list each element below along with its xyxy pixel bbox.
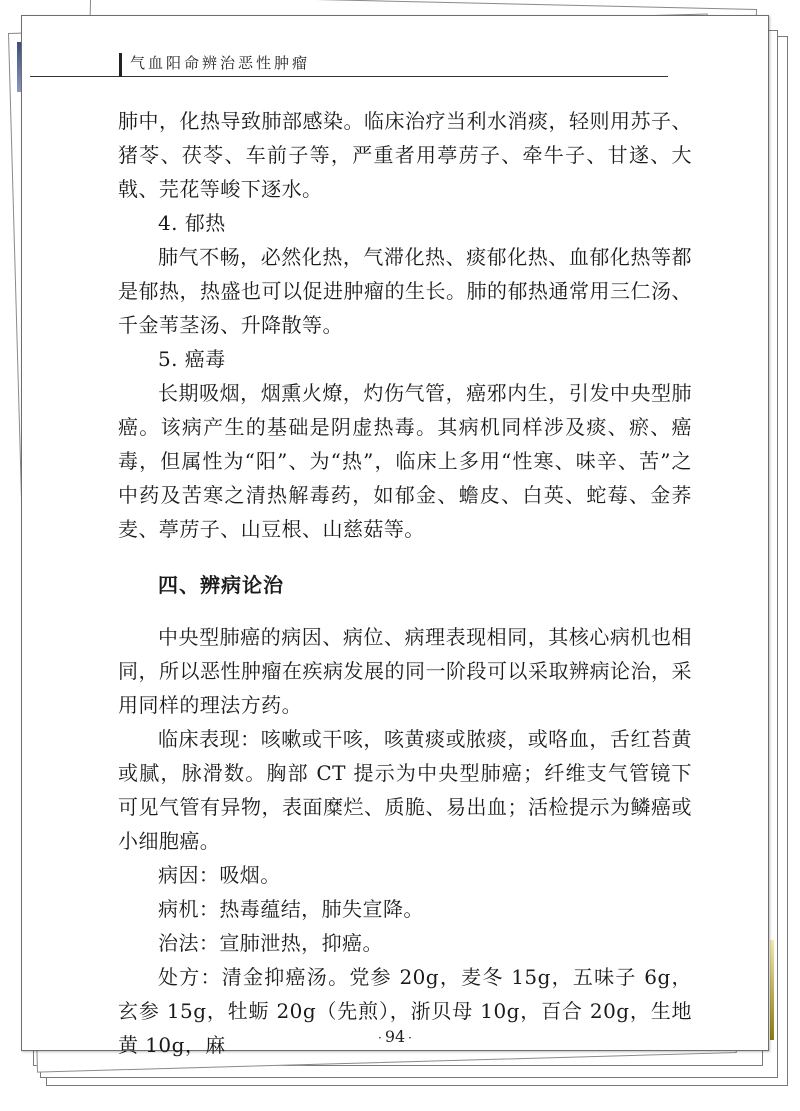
running-head-title: 气血阳命辨治恶性肿瘤 — [130, 54, 311, 72]
running-head-bar — [119, 53, 122, 77]
page-number — [22, 1027, 768, 1046]
body-text — [118, 104, 692, 1062]
paragraph: 长期吸烟，烟熏火燎，灼伤气管，癌邪内生，引发中央型肺癌。该病产生的基础是阴虚热毒。其病机同样涉及痰、瘀、癌毒，但属性为“阳”、为“热”，临床上多用“性寒、味辛、苦”之中药及苦寒之清热解毒药，如郁金、蟾皮、白英、蛇莓、金荞麦、葶苈子、山豆根、山慈菇等。 — [118, 381, 692, 541]
section-heading: 四、辨病论治 — [158, 573, 284, 597]
paragraph-pathogenesis: 病机：热毒蕴结，肺失宣降。 — [158, 897, 424, 921]
paragraph-prescription: 处方：清金抑癌汤。党参 20g，麦冬 15g，五味子 6g，玄参 15g，牡蛎 20g（先煎），浙贝母 10g，百合 20g，生地黄 10g，麻 — [118, 965, 692, 1057]
book-page — [21, 15, 769, 1057]
folio-dot-right: · — [408, 1030, 412, 1045]
page-number-value: 94 — [384, 1027, 406, 1046]
subheading-yure: 4. 郁热 — [158, 211, 226, 235]
paragraph-etiology: 病因：吸烟。 — [158, 863, 281, 887]
subheading-aidu: 5. 癌毒 — [158, 347, 226, 371]
paragraph-continuation: 肺中，化热导致肺部感染。临床治疗当利水消痰，轻则用苏子、猪苓、茯苓、车前子等，严重者用葶苈子、牵牛子、甘遂、大戟、芫花等峻下逐水。 — [118, 109, 692, 201]
folio-dot-left: · — [377, 1030, 382, 1045]
paragraph: 肺气不畅，必然化热，气滞化热、痰郁化热、血郁化热等都是郁热，热盛也可以促进肿瘤的生长。肺的郁热通常用三仁汤、千金苇茎汤、升降散等。 — [118, 245, 692, 337]
page-edge-gold-accent — [770, 940, 774, 1040]
paragraph-treatment: 治法：宣肺泄热，抑癌。 — [158, 931, 383, 955]
paragraph: 中央型肺癌的病因、病位、病理表现相同，其核心病机也相同，所以恶性肿瘤在疾病发展的同一阶段可以采取辨病论治，采用同样的理法方药。 — [118, 625, 692, 717]
running-head — [30, 50, 668, 77]
paragraph-clinical-manifestation: 临床表现：咳嗽或干咳，咳黄痰或脓痰，或咯血，舌红苔黄或腻，脉滑数。胸部 CT 提示为中央型肺癌；纤维支气管镜下可见气管有异物，表面糜烂、质脆、易出血；活检提示为鳞癌或小细胞癌。 — [118, 727, 692, 853]
